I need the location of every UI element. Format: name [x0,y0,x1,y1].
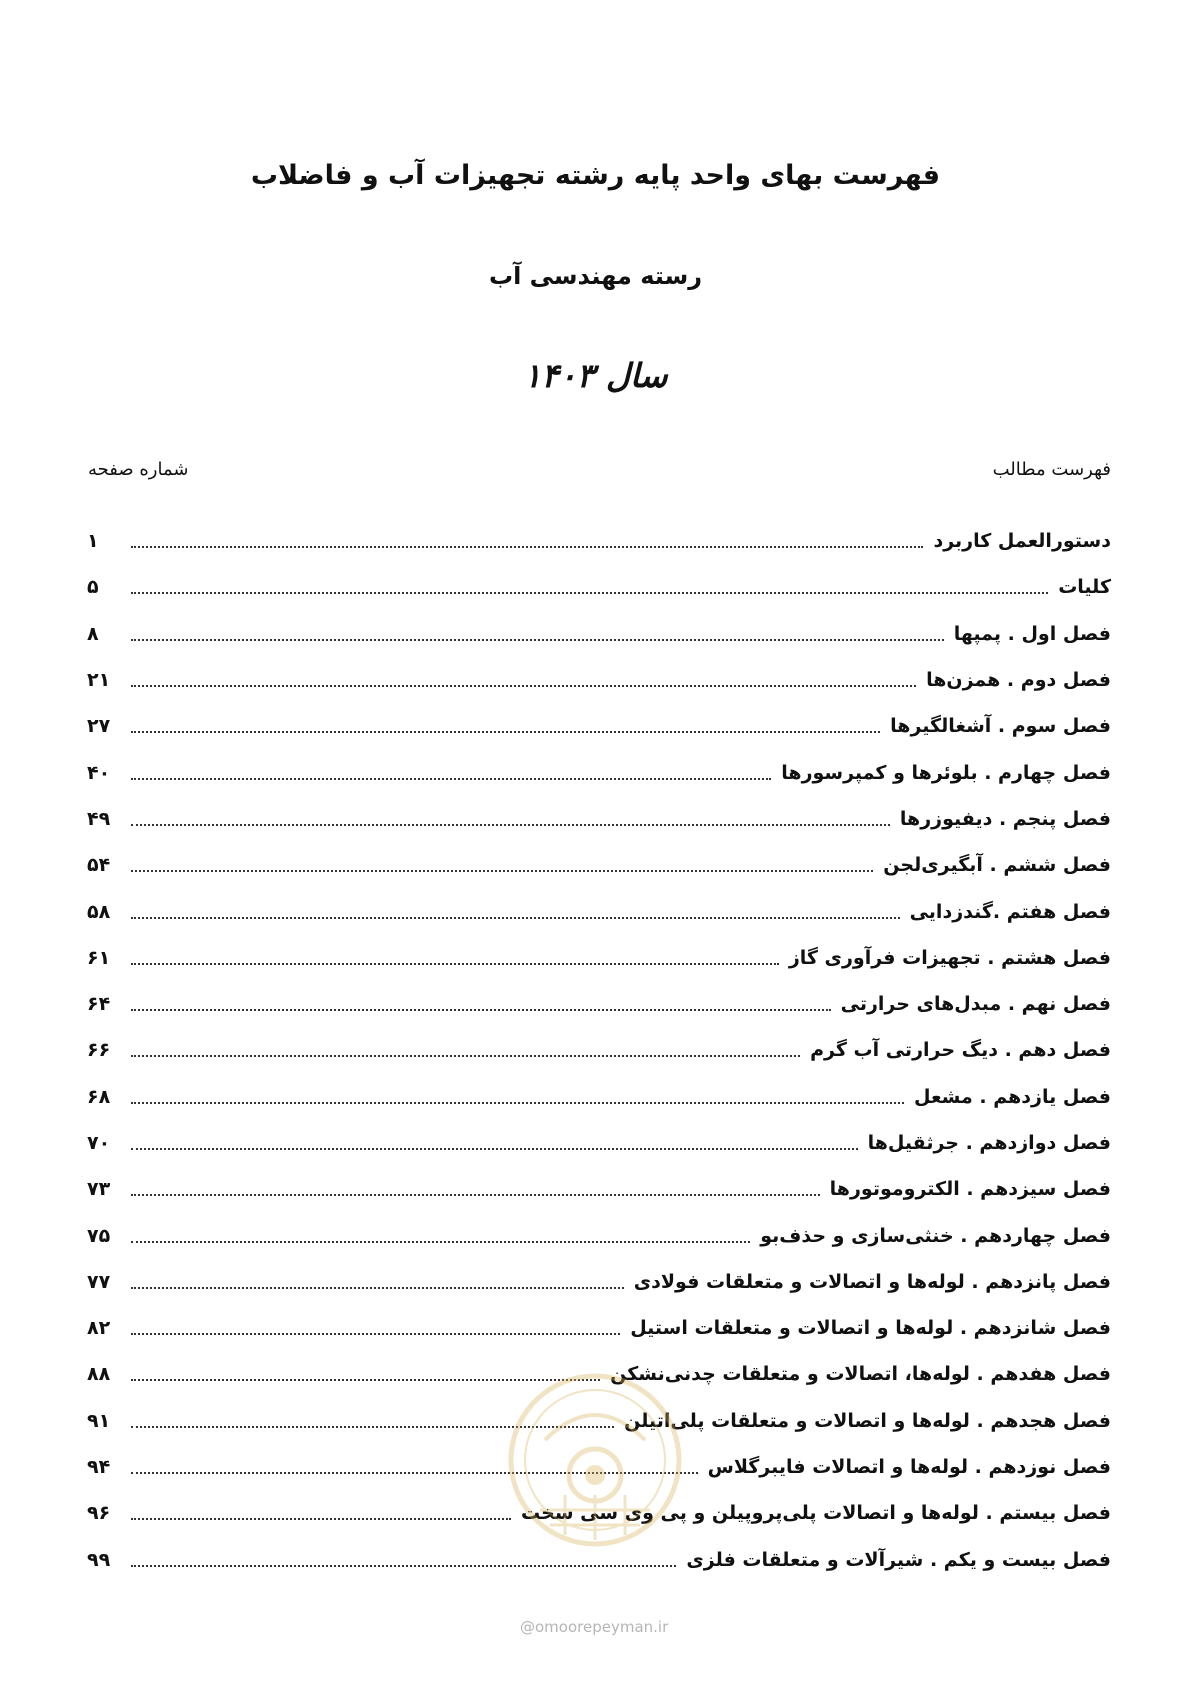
toc-entry-label: فصل اول . پمپها [953,622,1111,645]
toc-entry[interactable] [87,1074,1111,1120]
toc-leader-dots [131,778,771,780]
toc-leader-dots [131,1194,820,1196]
toc-entry-label: فصل هفتم .گندزدایی [909,900,1111,923]
toc-entry-label: فصل دهم . دیگ حرارتی آب گرم [810,1039,1111,1062]
toc-entry[interactable] [87,796,1111,842]
toc-entry-page: ۴۹ [87,807,111,830]
toc-entry-page: ۹۴ [87,1456,111,1479]
document-subtitle: رسته مهندسی آب [488,262,703,290]
toc-entry-page: ۶۶ [87,1039,111,1062]
toc-entry-page: ۵ [87,576,99,599]
toc-entry-page: ۶۸ [87,1085,111,1108]
toc-entry[interactable] [87,749,1111,795]
toc-entry-page: ۸۲ [87,1317,111,1340]
toc-entry[interactable] [87,1305,1111,1351]
toc-entry-page: ۴۰ [87,761,111,784]
toc-entry-label: فصل سیزدهم . الکتروموتورها [829,1178,1111,1201]
toc-header: فهرست مطالب [992,459,1111,480]
toc-entry[interactable] [87,935,1111,981]
toc-entry[interactable] [87,1212,1111,1258]
toc-leader-dots [131,824,890,826]
toc-leader-dots [131,639,944,641]
toc-leader-dots [131,1055,800,1057]
toc-leader-dots [131,1287,624,1289]
toc-entry-label: فصل پنجم . دیفیوزرها [899,807,1111,830]
toc-entry-label: فصل بیست و یکم . شیرآلات و متعلقات فلزی [686,1548,1111,1571]
toc-entry-page: ۵۸ [87,900,111,923]
toc-entry[interactable] [87,657,1111,703]
toc-leader-dots [131,1333,620,1335]
page-number-header: شماره صفحه [88,459,189,480]
toc-entry[interactable] [87,1027,1111,1073]
toc-entry-label: فصل هشتم . تجهیزات فرآوری گاز [788,946,1111,969]
toc-entry-page: ۹۶ [87,1502,111,1525]
toc-entry-label: فصل دوازدهم . جرثقیل‌ها [867,1132,1111,1154]
toc-leader-dots [131,546,923,548]
document-title: فهرست بهای واحد پایه رشته تجهیزات آب و فاضلاب [250,160,941,191]
toc-entry-label: فصل چهاردهم . خنثی‌سازی و حذف‌بو [760,1224,1111,1247]
toc-leader-dots [131,1565,676,1567]
toc-entry-page: ۱ [87,530,99,553]
toc-entry[interactable] [87,1120,1111,1166]
toc-entry-label: دستورالعمل کاربرد [933,530,1111,553]
toc-leader-dots [131,592,1048,594]
toc-entry[interactable] [87,888,1111,934]
toc-entry-label: فصل چهارم . بلوئرها و کمپرسورها [781,761,1111,784]
toc-entry[interactable] [87,981,1111,1027]
toc-entry-label: فصل پانزدهم . لوله‌ها و اتصالات و متعلقات فولادی [633,1270,1111,1293]
toc-leader-dots [131,1518,511,1520]
toc-leader-dots [131,917,900,919]
toc-leader-dots [131,731,880,733]
toc-entry-label: فصل هجدهم . لوله‌ها و اتصالات و متعلقات پلی‌اتیلن [624,1409,1111,1432]
toc-entry[interactable] [87,1259,1111,1305]
toc-entry-page: ۶۴ [87,993,111,1016]
toc-entry-page: ۷۵ [87,1224,111,1247]
toc-entry[interactable] [87,564,1111,610]
toc-entry-page: ۹۱ [87,1409,111,1432]
toc-leader-dots [131,1241,750,1243]
toc-entry[interactable] [87,611,1111,657]
toc-entry-page: ۷۳ [87,1178,111,1201]
toc-entry-page: ۵۴ [87,854,111,877]
toc-entry-page: ۲۷ [87,715,111,738]
toc-entry-page: ۹۹ [87,1548,111,1571]
toc-entry-page: ۸۸ [87,1363,111,1386]
toc-entry[interactable] [87,1166,1111,1212]
watermark-text: @omoorepeyman.ir [520,1618,669,1636]
toc-entry-label: فصل بیستم . لوله‌ها و اتصالات پلی‌پروپیلن و پی وی سی سخت [521,1502,1111,1525]
document-year: سال ۱۴۰۳ [523,356,668,395]
toc-entry-label: فصل شانزدهم . لوله‌ها و اتصالات و متعلقات استیل [630,1317,1111,1340]
toc-entry-page: ۸ [87,622,99,645]
toc-entry[interactable] [87,703,1111,749]
toc-entry-page: ۲۱ [87,669,111,692]
toc-leader-dots [131,685,916,687]
toc-entry-label: فصل نهم . مبدل‌های حرارتی [840,993,1111,1016]
toc-entry[interactable] [87,518,1111,564]
toc-leader-dots [131,870,873,872]
toc-leader-dots [131,963,779,965]
toc-entry-page: ۶۱ [87,946,111,969]
toc-entry-label: فصل ششم . آبگیری‌لجن [883,854,1111,877]
toc-leader-dots [131,1148,858,1150]
toc-entry-label: فصل سوم . آشغالگیرها [890,715,1111,738]
toc-leader-dots [131,1009,831,1011]
toc-leader-dots [131,1102,904,1104]
toc-entry-label: فصل هفدهم . لوله‌ها، اتصالات و متعلقات چدنی‌نشکن [610,1363,1111,1386]
stamp-logo-icon [505,1370,685,1550]
toc-entry[interactable] [87,842,1111,888]
toc-entry-label: فصل یازدهم . مشعل [914,1085,1111,1108]
toc-entry-page: ۷۰ [87,1132,111,1154]
toc-entry-label: کلیات [1058,576,1111,599]
toc-entry-page: ۷۷ [87,1270,111,1293]
toc-entry-label: فصل نوزدهم . لوله‌ها و اتصالات فایبرگلاس [707,1456,1111,1479]
toc-entry-label: فصل دوم . همزن‌ها [926,669,1111,692]
